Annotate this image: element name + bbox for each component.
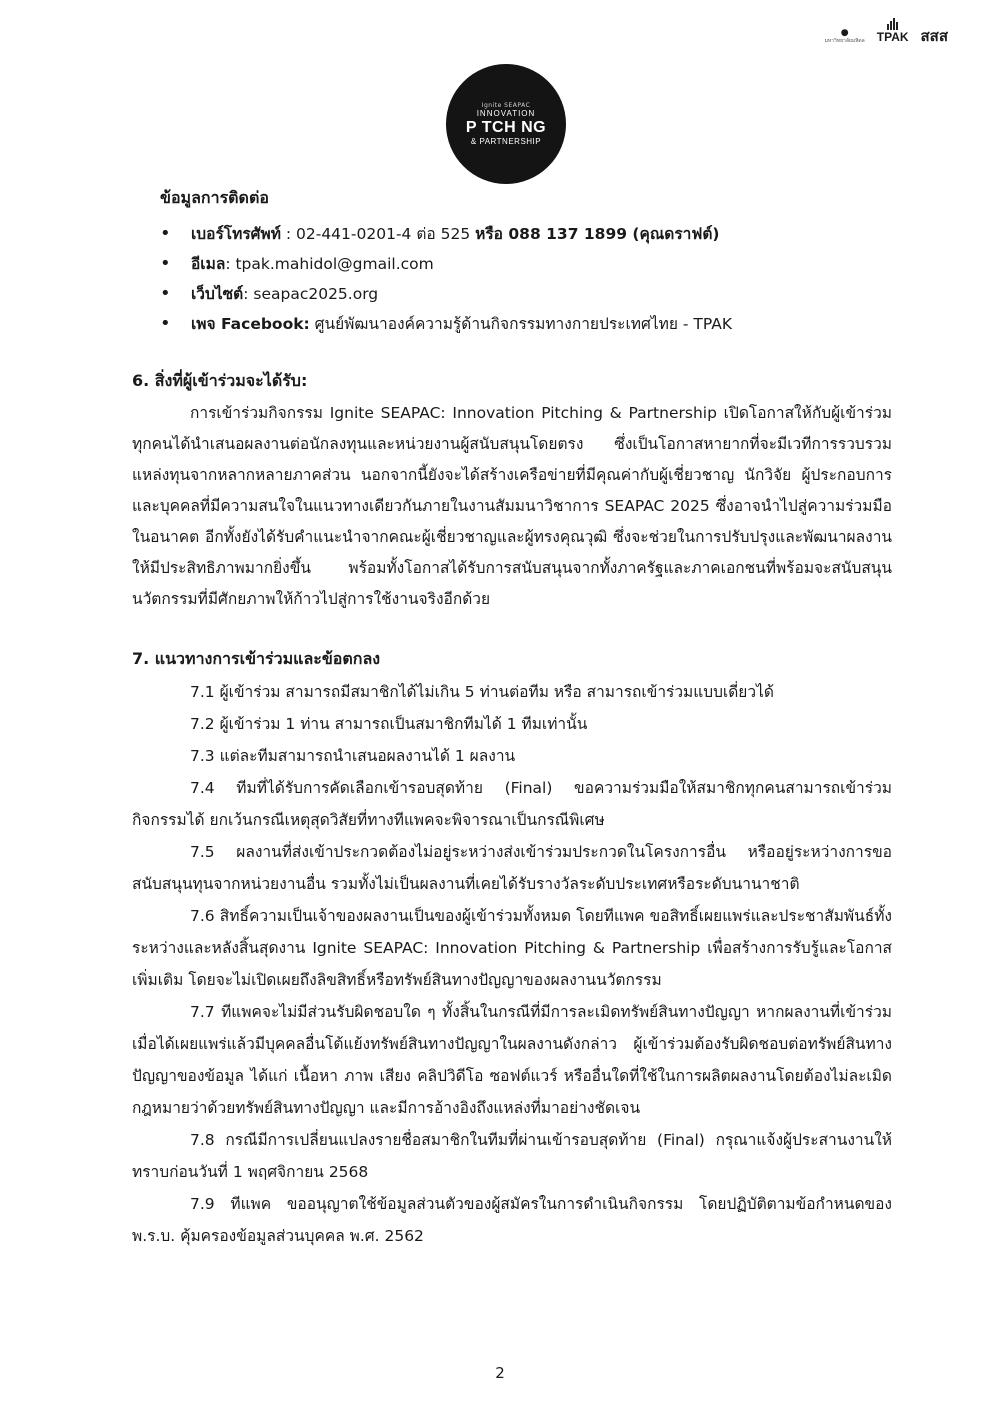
phone-label: เบอร์โทรศัพท์ xyxy=(191,225,281,243)
section-6-heading: 6. สิ่งที่ผู้เข้าร่วมจะได้รับ: xyxy=(132,371,308,390)
tpak-bars-icon xyxy=(887,18,898,30)
phone-alt-value: หรือ 088 137 1899 (คุณดราฟต์) xyxy=(475,225,720,243)
mahidol-emblem-icon: ● xyxy=(840,28,849,38)
mahidol-caption: มหาวิทยาลัยมหิดล xyxy=(824,38,865,44)
section-7-heading: 7. แนวทางการเข้าร่วมและข้อตกลง xyxy=(132,649,381,668)
section-7-item: 7.7 ทีแพคจะไม่มีส่วนรับผิดชอบใด ๆ ทั้งสิ้นในกรณีที่มีการละเมิดทรัพย์สินทางปัญญา หากผลงานที่เข้าร่วม เมื่อได้เผยแพร่แล้วมีบุคคลอื่นโต้แย้งทรัพย์สินทางปัญญาในผลงานดังกล่าว ผู้เข้าร่วมต้องรับผิดชอบต่อทรัพย์สินทางปัญญาของข้อมูล ได้แก่ เนื้อหา ภาพ เสียง คลิปวิดีโอ ซอฟต์แวร์ หรืออื่นใดที่ใช้ในการผลิตผลงานโดยต้องไม่ละเมิดกฎหมายว่าด้วยทรัพย์สินทางปัญญา และมีการอ้างอิงถึงแหล่งที่มาอย่างชัดเจน xyxy=(132,1003,892,1117)
contact-facebook xyxy=(160,309,892,339)
logo-line-innovation: INNOVATION xyxy=(476,109,536,118)
email-value: : tpak.mahidol@gmail.com xyxy=(225,255,434,273)
mahidol-logo xyxy=(825,28,865,44)
facebook-label: เพจ Facebook: xyxy=(191,315,310,333)
thaihealth-logo xyxy=(921,28,948,44)
logo-line-partnership: & PARTNERSHIP xyxy=(470,137,542,146)
section-7-item: 7.9 ทีแพค ขออนุญาตใช้ข้อมูลส่วนตัวของผู้สมัครในการดำเนินกิจกรรม โดยปฏิบัติตามข้อกำหนดของ พ.ร.บ. คุ้มครองข้อมูลส่วนบุคคล พ.ศ. 2562 xyxy=(132,1195,892,1245)
section-7-item: 7.8 กรณีมีการเปลี่ยนแปลงรายชื่อสมาชิกในทีมที่ผ่านเข้ารอบสุดท้าย (Final) กรุณาแจ้งผู้ประสานงานให้ทราบก่อนวันที่ 1 พฤศจิกายน 2568 xyxy=(132,1131,892,1181)
section-7-item: 7.3 แต่ละทีมสามารถนำเสนอผลงานได้ 1 ผลงาน xyxy=(190,747,516,765)
section-6 xyxy=(132,369,892,615)
contact-heading: ข้อมูลการติดต่อ xyxy=(160,188,269,207)
contact-list xyxy=(160,219,892,339)
contact-email xyxy=(160,249,892,279)
section-7-item: 7.5 ผลงานที่ส่งเข้าประกวดต้องไม่อยู่ระหว่างส่งเข้าร่วมประกวดในโครงการอื่น หรืออยู่ระหว่างการขอสนับสนุนทุนจากหน่วยงานอื่น รวมทั้งไม่เป็นผลงานที่เคยได้รับรางวัลระดับประเทศหรือระดับนานาชาติ xyxy=(132,843,892,893)
contact-phone xyxy=(160,219,892,249)
section-7 xyxy=(132,647,892,1252)
section-7-item: 7.1 ผู้เข้าร่วม สามารถมีสมาชิกได้ไม่เกิน 5 ท่านต่อทีม หรือ สามารถเข้าร่วมแบบเดี่ยวได้ xyxy=(190,683,774,701)
contact-website xyxy=(160,279,892,309)
sponsor-logos xyxy=(825,18,948,44)
facebook-value: ศูนย์พัฒนาองค์ความรู้ด้านกิจกรรมทางกายประเทศไทย - TPAK xyxy=(309,315,732,333)
thaihealth-wordmark: สสส xyxy=(920,27,948,45)
section-7-item: 7.2 ผู้เข้าร่วม 1 ท่าน สามารถเป็นสมาชิกทีมได้ 1 ทีมเท่านั้น xyxy=(190,715,588,733)
section-7-item: 7.4 ทีมที่ได้รับการคัดเลือกเข้ารอบสุดท้าย (Final) ขอความร่วมมือให้สมาชิกทุกคนสามารถเข้าร่วมกิจกรรมได้ ยกเว้นกรณีเหตุสุดวิสัยที่ทางทีแพคจะพิจารณาเป็นกรณีพิเศษ xyxy=(132,779,892,829)
tpak-wordmark: TPAK xyxy=(876,30,909,44)
website-value: : seapac2025.org xyxy=(243,285,379,303)
email-label: อีเมล xyxy=(191,255,226,273)
phone-value: : 02-441-0201-4 ต่อ 525 xyxy=(280,225,476,243)
logo-line-pitching: P TCH NG xyxy=(465,119,547,136)
tpak-logo xyxy=(877,18,909,44)
website-label: เว็บไซต์ xyxy=(191,285,244,303)
page-number: 2 xyxy=(495,1364,505,1382)
logo-line-ignite: Ignite SEAPAC xyxy=(481,102,531,109)
section-6-body: การเข้าร่วมกิจกรรม Ignite SEAPAC: Innovation Pitching & Partnership เปิดโอกาสให้กับผู้เข้าร่วมทุกคนได้นำเสนอผลงานต่อนักลงทุนและหน่วยงานผู้สนับสนุนโดยตรง ซึ่งเป็นโอกาสหายากที่จะมีเวทีการรวบรวมแหล่งทุนจากหลากหลายภาคส่วน นอกจากนี้ยังจะได้สร้างเครือข่ายที่มีคุณค่ากับผู้เชี่ยวชาญ นักวิจัย ผู้ประกอบการ และบุคคลที่มีความสนใจในแนวทางเดียวกันภายในงานสัมมนาวิชาการ SEAPAC 2025 ซึ่งอาจนำไปสู่ความร่วมมือในอนาคต อีกทั้งยังได้รับคำแนะนำจากคณะผู้เชี่ยวชาญและผู้ทรงคุณวุฒิ ซึ่งจะช่วยในการปรับปรุงและพัฒนาผลงานให้มีประสิทธิภาพมากยิ่งขึ้น พร้อมทั้งโอกาสได้รับการสนับสนุนจากทั้งภาครัฐและภาคเอกชนที่พร้อมจะสนับสนุนนวัตกรรมที่มีศักยภาพให้ก้าวไปสู่การใช้งานจริงอีกด้วย xyxy=(132,404,892,608)
section-7-item: 7.6 สิทธิ์ความเป็นเจ้าของผลงานเป็นของผู้เข้าร่วมทั้งหมด โดยทีแพค ขอสิทธิ์เผยแพร่และประชาสัมพันธ์ทั้งระหว่างและหลังสิ้นสุดงาน Ignite SEAPAC: Innovation Pitching & Partnership เพื่อสร้างการรับรู้และโอกาสเพิ่มเติม โดยจะไม่เปิดเผยถึงลิขสิทธิ์หรือทรัพย์สินทางปัญญาของผลงานนวัตกรรม xyxy=(132,907,892,989)
document-body xyxy=(132,186,892,1252)
ignite-seapac-logo xyxy=(446,64,566,184)
